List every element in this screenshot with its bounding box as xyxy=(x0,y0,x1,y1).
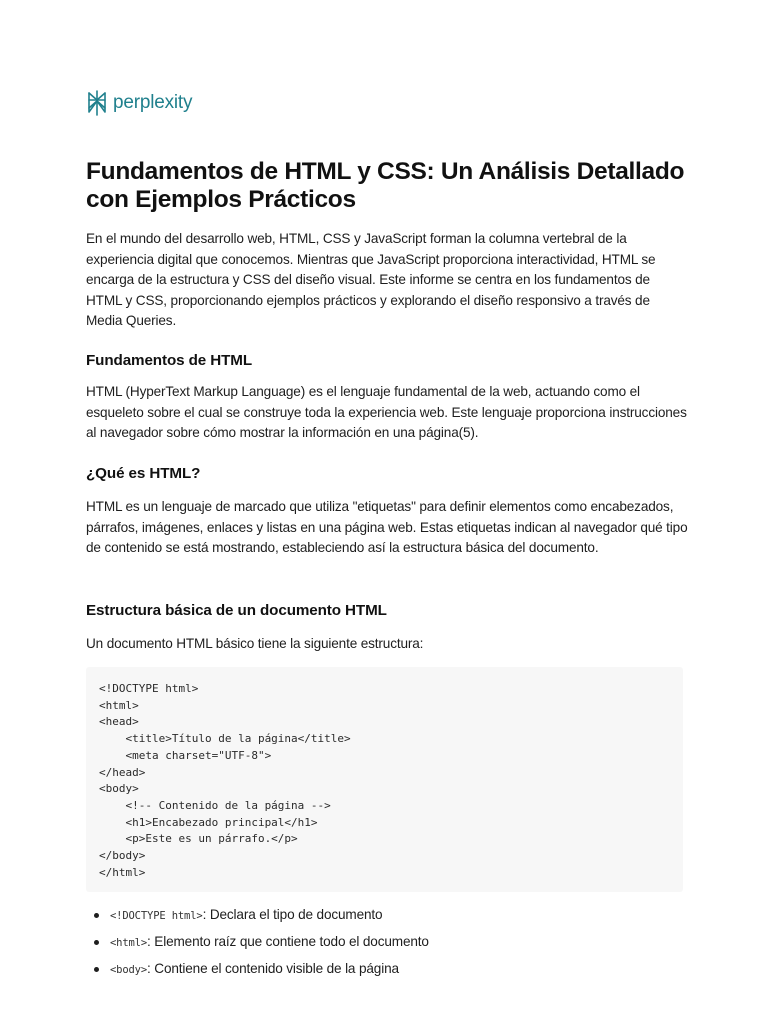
intro-paragraph: En el mundo del desarrollo web, HTML, CSS y JavaScript forman la columna vertebral de la experiencia digital que conocemos. Mientras que JavaScript proporciona interactividad, HTML se encarga de la estructura y CSS del diseño visual. Este informe se centra en los fundamentos de HTML y CSS, proporcionando ejemplos prácticos y explorando el diseño responsivo a través de Media Queries. xyxy=(86,231,656,328)
list-item-text: : Declara el tipo de documento xyxy=(202,907,383,922)
section-heading: ¿Qué es HTML? xyxy=(86,465,201,482)
bullet-icon xyxy=(94,940,99,945)
section-heading: Fundamentos de HTML xyxy=(86,352,253,369)
section-heading: Estructura básica de un documento HTML xyxy=(86,602,387,619)
code-block xyxy=(86,667,683,892)
code-content: <!DOCTYPE html> <html> <head> <title>Título de la página</title> <meta charset="UTF-8"> </head> <body> <!-- Contenido de la página --> <h1>Encabezado principal</h1> <p>Este es un párrafo.</p> </body> </html> xyxy=(99,682,351,879)
list-item xyxy=(86,957,686,984)
bullet-list xyxy=(86,903,686,984)
list-item xyxy=(86,903,686,930)
perplexity-logo-icon xyxy=(86,90,108,116)
document-title: Fundamentos de HTML y CSS: Un Análisis Detallado con Ejemplos Prácticos xyxy=(86,158,685,213)
brand-name: perplexity xyxy=(113,92,193,113)
inline-code: <html> xyxy=(110,937,148,949)
section-paragraph: HTML es un lenguaje de marcado que utiliza "etiquetas" para definir elementos como encabezados, párrafos, imágenes, enlaces y listas en una página web. Estas etiquetas indican al navegador qué tipo de contenido se está mostrando, estableciendo así la estructura básica del documento. xyxy=(86,499,688,555)
brand-logo xyxy=(86,88,192,118)
section-paragraph: Un documento HTML básico tiene la siguiente estructura: xyxy=(86,636,424,651)
inline-code: <!DOCTYPE html> xyxy=(110,910,203,922)
list-item xyxy=(86,930,686,957)
list-item-text: : Elemento raíz que contiene todo el documento xyxy=(147,934,429,949)
bullet-icon xyxy=(94,967,99,972)
inline-code: <body> xyxy=(110,964,148,976)
section-paragraph: HTML (HyperText Markup Language) es el lenguaje fundamental de la web, actuando como el esqueleto sobre el cual se construye toda la experiencia web. Este lenguaje proporciona instrucciones al navegador sobre cómo mostrar la información en una página(5). xyxy=(86,384,687,440)
list-item-text: : Contiene el contenido visible de la página xyxy=(147,961,399,976)
bullet-icon xyxy=(94,913,99,918)
